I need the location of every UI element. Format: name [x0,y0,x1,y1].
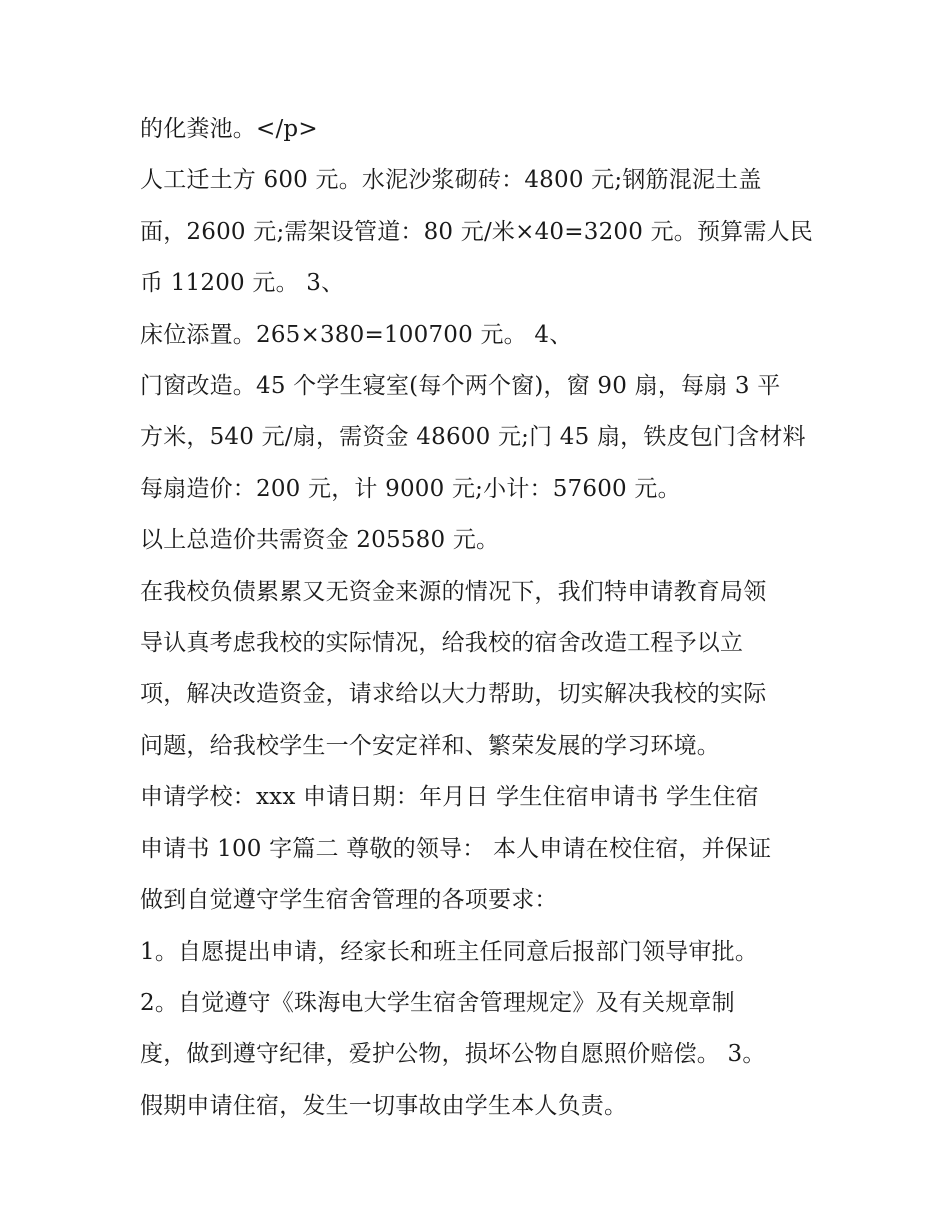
text-line-8: 每扇造价：200 元，计 9000 元;小计：57600 元。 [140,475,681,502]
text-line-11: 导认真考虑我校的实际情况，给我校的宿舍改造工程予以立 [140,630,744,657]
text-line-19: 度，做到遵守纪律，爱护公物，损坏公物自愿照价赔偿。 3。 [140,1041,766,1068]
text-line-3: 面，2600 元;需架设管道：80 元/米×40=3200 元。预算需人民 [140,218,813,245]
text-line-9: 以上总造价共需资金 205580 元。 [140,527,500,554]
text-line-17: 1。自愿提出申请，经家长和班主任同意后报部门领导审批。 [140,938,759,965]
text-line-2: 人工迁土方 600 元。水泥沙浆砌砖：4800 元;钢筋混泥土盖 [140,167,762,194]
text-line-10: 在我校负债累累又无资金来源的情况下，我们特申请教育局领 [140,578,767,605]
text-line-7: 方米，540 元/扇，需资金 48600 元;门 45 扇，铁皮包门含材料 [140,424,806,451]
text-line-14: 申请学校：xxx 申请日期：年月日 学生住宿申请书 学生住宿 [140,784,759,811]
text-line-16: 做到自觉遵守学生宿舍管理的各项要求： [140,887,558,914]
text-line-12: 项，解决改造资金，请求给以大力帮助，切实解决我校的实际 [140,681,767,708]
text-line-15: 申请书 100 字篇二 尊敬的领导： 本人申请在校住宿，并保证 [140,835,772,862]
text-line-1: 的化粪池。</p> [140,116,318,142]
text-line-6: 门窗改造。45 个学生寝室(每个两个窗)，窗 90 扇，每扇 3 平 [140,373,781,400]
text-line-13: 问题，给我校学生一个安定祥和、繁荣发展的学习环境。 [140,732,720,759]
text-line-4: 币 11200 元。 3、 [140,270,345,297]
text-line-18: 2。自觉遵守《珠海电大学生宿舍管理规定》及有关规章制 [140,989,735,1016]
document-body [140,104,830,1132]
text-line-20: 假期申请住宿，发生一切事故由学生本人负责。 [140,1092,628,1119]
text-line-5: 床位添置。265×380=100700 元。 4、 [140,321,573,348]
